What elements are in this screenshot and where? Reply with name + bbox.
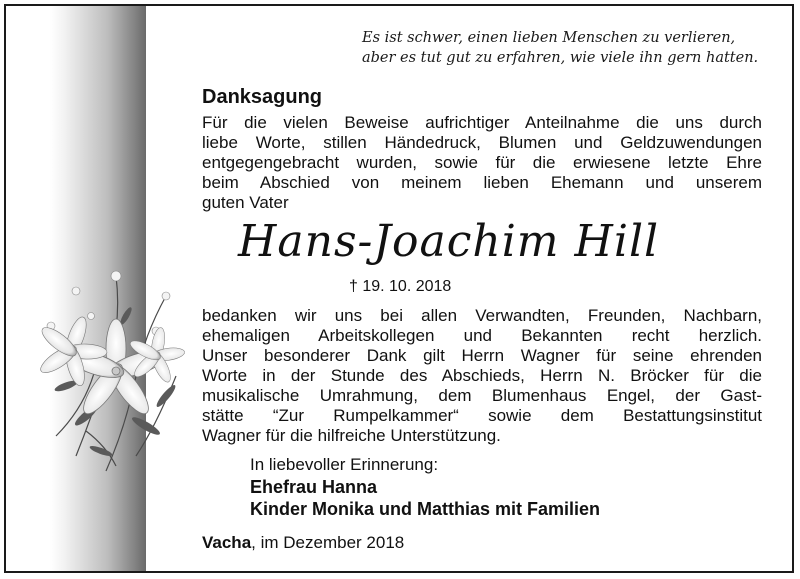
paragraph-line: ehemaligen Arbeitskollegen und Bekannten recht herzlich. [202,326,762,345]
deceased-name: Hans-Joachim Hill [238,216,660,267]
place-date-text: , im Dezember 2018 [251,533,405,552]
paragraph-line: Wagner für die hilfreiche Unterstützung. [202,426,501,445]
signer-line: Ehefrau Hanna [250,477,378,497]
paragraph-line: bedanken wir uns bei allen Verwandten, Freunden, Nachbarn, [202,306,762,325]
place-date [202,533,404,553]
paragraph-line: beim Abschied von meinem lieben Ehemann und unserem [202,173,762,192]
quote [362,28,782,68]
paragraph-line: Worte in der Stunde des Abschieds, Herrn N. Bröcker für die [202,366,762,385]
lily-bouquet-image [16,256,216,481]
paragraph-line: guten Vater [202,193,289,212]
death-date: † 19. 10. 2018 [349,278,452,295]
paragraph-line: Für die vielen Beweise aufrichtiger Anteilnahme die uns durch [202,113,762,132]
thanks-paragraph-2 [202,306,762,446]
paragraph-line: entgegengebracht wurden, sowie für die erwiesene letzte Ehre [202,153,762,172]
obituary-card [4,4,794,573]
heading-danksagung: Danksagung [202,86,323,108]
paragraph-line: Unser besonderer Dank gilt Herrn Wagner für seine ehrenden [202,346,762,365]
signer-line: Kinder Monika und Matthias mit Familien [250,499,601,519]
signers [250,476,600,520]
paragraph-line: musikalische Umrahmung, dem Blumenhaus Engel, der Gast- [202,386,762,405]
thanks-paragraph-1 [202,113,762,213]
place-town: Vacha [202,533,252,552]
paragraph-line: liebe Worte, stillen Händedruck, Blumen und Geldzuwendungen [202,133,762,152]
quote-line: aber es tut gut zu erfahren, wie viele ihn gern hatten. [362,50,759,66]
quote-line: Es ist schwer, einen lieben Menschen zu verlieren, [362,30,736,46]
paragraph-line: stätte “Zur Rumpelkammer“ sowie dem Bestattungsinstitut [202,406,762,425]
closing-intro: In liebevoller Erinnerung: [250,455,439,474]
